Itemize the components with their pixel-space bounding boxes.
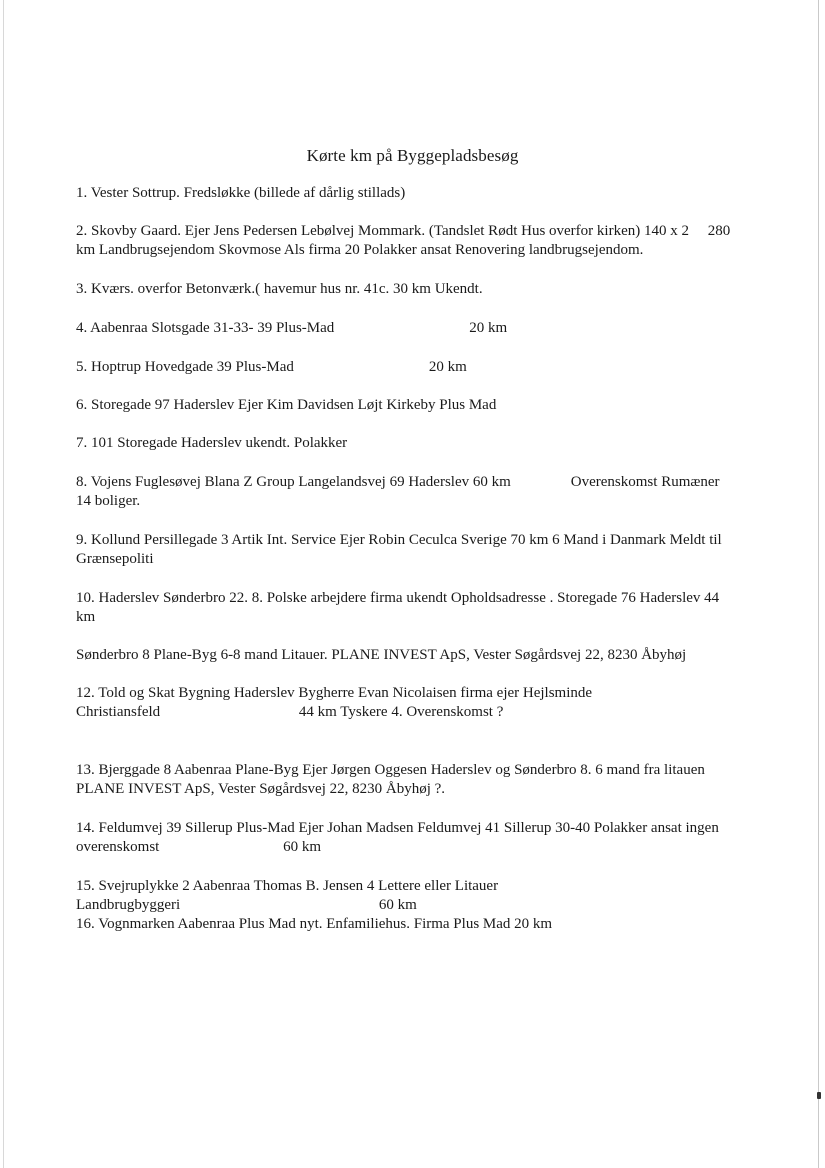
- page-title: Kørte km på Byggepladsbesøg: [306, 146, 519, 165]
- entry-15: 15. Svejruplykke 2 Aabenraa Thomas B. Jensen 4 Lettere eller Litauer Landbrugbyggeri 60 km: [76, 878, 499, 913]
- entry-11: Sønderbro 8 Plane-Byg 6-8 mand Litauer. PLANE INVEST ApS, Vester Søgårdsvej 22, 8230 Åbyhøj: [76, 647, 687, 663]
- entry-16: 16. Vognmarken Aabenraa Plus Mad nyt. Enfamiliehus. Firma Plus Mad 20 km: [76, 916, 553, 932]
- entry-14: 14. Feldumvej 39 Sillerup Plus-Mad Ejer Johan Madsen Feldumvej 41 Sillerup 30-40 Polakker ansat ingen overenskomst 60 km: [76, 820, 719, 855]
- entry-9: 9. Kollund Persillegade 3 Artik Int. Service Ejer Robin Ceculca Sverige 70 km 6 Mand i Danmark Meldt til Grænsepoliti: [76, 532, 722, 567]
- entry-8: 8. Vojens Fuglesøvej Blana Z Group Langelandsvej 69 Haderslev 60 km Overenskomst Rumæner 14 boliger.: [76, 474, 720, 509]
- entry-10: 10. Haderslev Sønderbro 22. 8. Polske arbejdere firma ukendt Opholdsadresse . Storegade 76 Haderslev 44 km: [76, 590, 720, 625]
- scan-edge-left: [3, 0, 4, 1168]
- entry-13: 13. Bjerggade 8 Aabenraa Plane-Byg Ejer Jørgen Oggesen Haderslev og Sønderbro 8. 6 mand fra litauen PLANE INVEST ApS, Vester Søgårdsvej 22, 8230 Åbyhøj ?.: [76, 762, 705, 797]
- entry-4: 4. Aabenraa Slotsgade 31-33- 39 Plus-Mad 20 km: [76, 320, 508, 336]
- entry-3: 3. Kværs. overfor Betonværk.( havemur hus nr. 41c. 30 km Ukendt.: [76, 281, 483, 297]
- scan-speck: [817, 1092, 821, 1099]
- entry-7: 7. 101 Storegade Haderslev ukendt. Polakker: [76, 435, 348, 451]
- entry-12: 12. Told og Skat Bygning Haderslev Bygherre Evan Nicolaisen firma ejer Hejlsminde Christiansfeld 44 km Tyskere 4. Overenskomst ?: [76, 685, 593, 720]
- entry-list: [76, 184, 736, 934]
- scan-edge-right: [818, 0, 819, 1168]
- entry-6: 6. Storegade 97 Haderslev Ejer Kim Davidsen Løjt Kirkeby Plus Mad: [76, 397, 497, 413]
- entry-1: 1. Vester Sottrup. Fredsløkke (billede af dårlig stillads): [76, 185, 406, 201]
- entry-2: 2. Skovby Gaard. Ejer Jens Pedersen Lebølvej Mommark. (Tandslet Rødt Hus overfor kirken) 140 x 2 280 km Landbrugsejendom Skovmose Als firma 20 Polakker ansat Renovering landbrugsejendom.: [76, 223, 731, 258]
- entry-5: 5. Hoptrup Hovedgade 39 Plus-Mad 20 km: [76, 359, 467, 375]
